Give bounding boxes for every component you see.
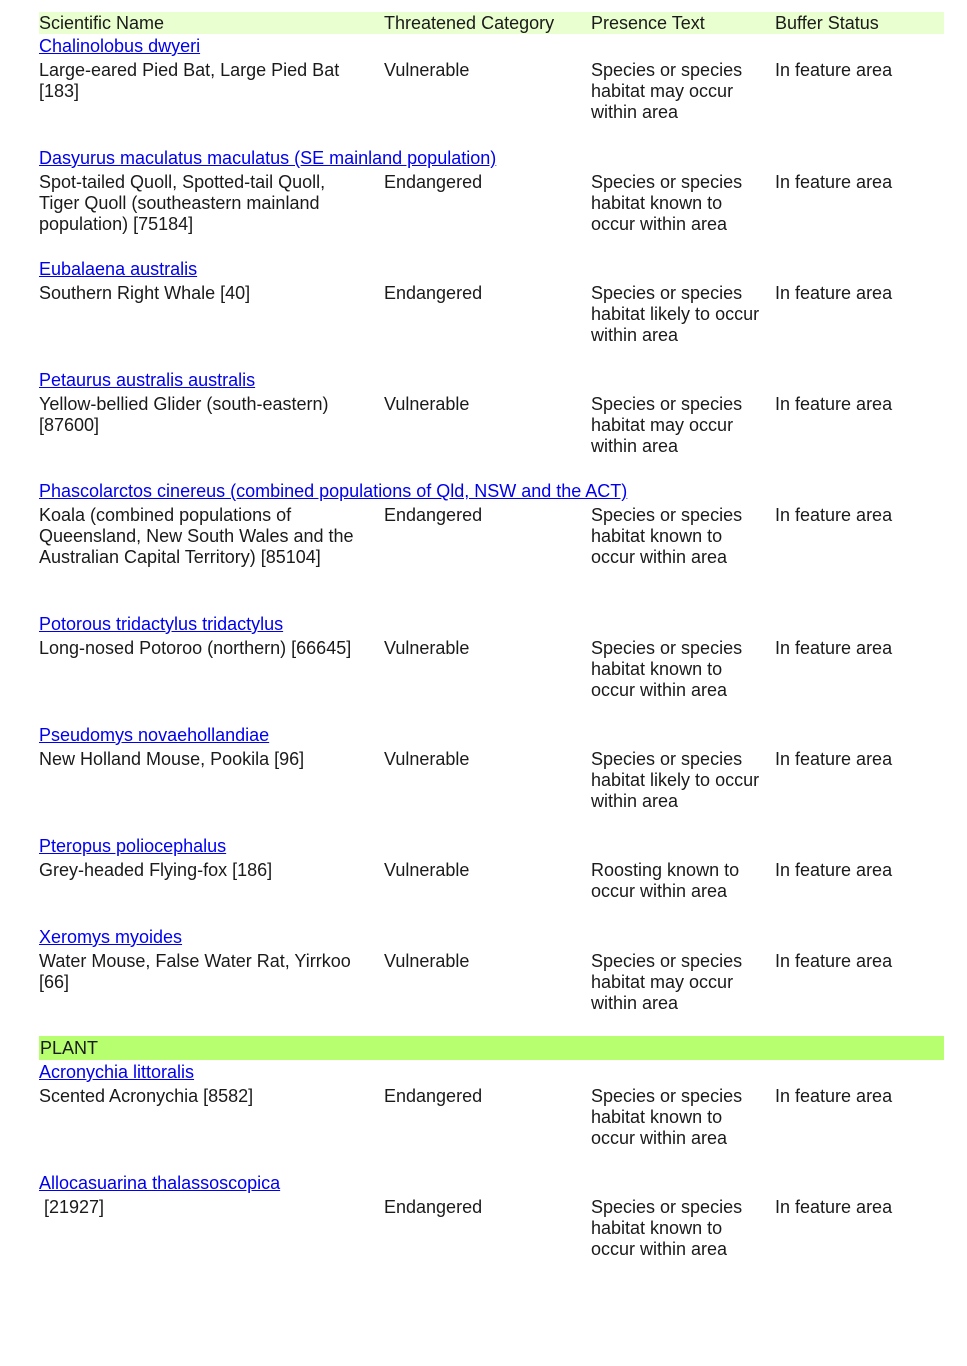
threatened-category: Vulnerable [384, 749, 470, 769]
presence-text: Species or species habitat known to occur within area [591, 638, 743, 700]
threatened-category: Vulnerable [384, 60, 470, 80]
species-link[interactable]: Petaurus australis australis [39, 370, 256, 390]
presence-text: Species or species habitat known to occur within area [591, 1197, 743, 1259]
species-entry [39, 1060, 944, 1171]
common-name: Scented Acronychia [8582] [39, 1086, 254, 1106]
header-scientific-name: Scientific Name [39, 13, 165, 33]
presence-text: Species or species habitat may occur within area [591, 394, 743, 456]
buffer-status: In feature area [775, 1086, 893, 1106]
buffer-status: In feature area [775, 638, 893, 658]
buffer-status: In feature area [775, 951, 893, 971]
species-entry [39, 834, 944, 925]
buffer-status: In feature area [775, 60, 893, 80]
buffer-status: In feature area [775, 749, 893, 769]
species-entry [39, 257, 944, 368]
common-name: Southern Right Whale [40] [39, 283, 251, 303]
threatened-category: Endangered [384, 172, 483, 192]
common-name: Long-nosed Potoroo (northern) [66645] [39, 638, 352, 658]
threatened-category: Endangered [384, 283, 483, 303]
species-link[interactable]: Pteropus poliocephalus [39, 836, 227, 856]
presence-text: Species or species habitat may occur within area [591, 60, 743, 122]
header-buffer-status: Buffer Status [775, 13, 879, 33]
species-table [39, 12, 944, 1282]
species-entry [39, 723, 944, 834]
species-link[interactable]: Chalinolobus dwyeri [39, 36, 201, 56]
threatened-category: Endangered [384, 1086, 483, 1106]
common-name: Water Mouse, False Water Rat, Yirrkoo [66] [39, 951, 351, 992]
species-link[interactable]: Acronychia littoralis [39, 1062, 195, 1082]
buffer-status: In feature area [775, 1197, 893, 1217]
header-presence-text: Presence Text [591, 13, 705, 33]
common-name: Spot-tailed Quoll, Spotted-tail Quoll, Tiger Quoll (southeastern mainland population) [75184] [39, 172, 326, 234]
presence-text: Species or species habitat may occur within area [591, 951, 743, 1013]
species-link[interactable]: Potorous tridactylus tridactylus [39, 614, 284, 634]
species-link[interactable]: Eubalaena australis [39, 259, 198, 279]
threatened-category: Vulnerable [384, 860, 470, 880]
presence-text: Species or species habitat likely to occur within area [591, 283, 760, 345]
presence-text: Roosting known to occur within area [591, 860, 740, 901]
common-name: Large-eared Pied Bat, Large Pied Bat [183] [39, 60, 340, 101]
buffer-status: In feature area [775, 860, 893, 880]
species-link[interactable]: Xeromys myoides [39, 927, 183, 947]
buffer-status: In feature area [775, 172, 893, 192]
threatened-category: Vulnerable [384, 951, 470, 971]
threatened-category: Endangered [384, 1197, 483, 1217]
common-name: Grey-headed Flying-fox [186] [39, 860, 273, 880]
species-entry [39, 612, 944, 723]
section-header-plant: PLANT [39, 1036, 944, 1060]
species-link[interactable]: Pseudomys novaehollandiae [39, 725, 270, 745]
species-link[interactable]: Phascolarctos cinereus (combined populations of Qld, NSW and the ACT) [39, 481, 628, 501]
species-entry [39, 146, 944, 257]
common-name: [21927] [39, 1197, 105, 1217]
common-name: Yellow-bellied Glider (south-eastern) [87600] [39, 394, 329, 435]
presence-text: Species or species habitat known to occur within area [591, 505, 743, 567]
species-entry [39, 368, 944, 479]
threatened-category: Endangered [384, 505, 483, 525]
table-header [39, 12, 944, 34]
species-entry [39, 34, 944, 146]
buffer-status: In feature area [775, 394, 893, 414]
buffer-status: In feature area [775, 283, 893, 303]
species-entry [39, 1171, 944, 1282]
plant-list [39, 1060, 944, 1282]
mammal-list [39, 34, 944, 1036]
threatened-category: Vulnerable [384, 638, 470, 658]
species-link[interactable]: Allocasuarina thalassoscopica [39, 1173, 281, 1193]
header-threatened-category: Threatened Category [384, 13, 555, 33]
presence-text: Species or species habitat known to occur within area [591, 1086, 743, 1148]
presence-text: Species or species habitat known to occur within area [591, 172, 743, 234]
species-entry [39, 925, 944, 1036]
common-name: Koala (combined populations of Queensland, New South Wales and the Australian Capital Territory) [85104] [39, 505, 354, 567]
species-link[interactable]: Dasyurus maculatus maculatus (SE mainland population) [39, 148, 497, 168]
common-name: New Holland Mouse, Pookila [96] [39, 749, 305, 769]
buffer-status: In feature area [775, 505, 893, 525]
threatened-category: Vulnerable [384, 394, 470, 414]
presence-text: Species or species habitat likely to occur within area [591, 749, 760, 811]
species-entry [39, 479, 944, 612]
